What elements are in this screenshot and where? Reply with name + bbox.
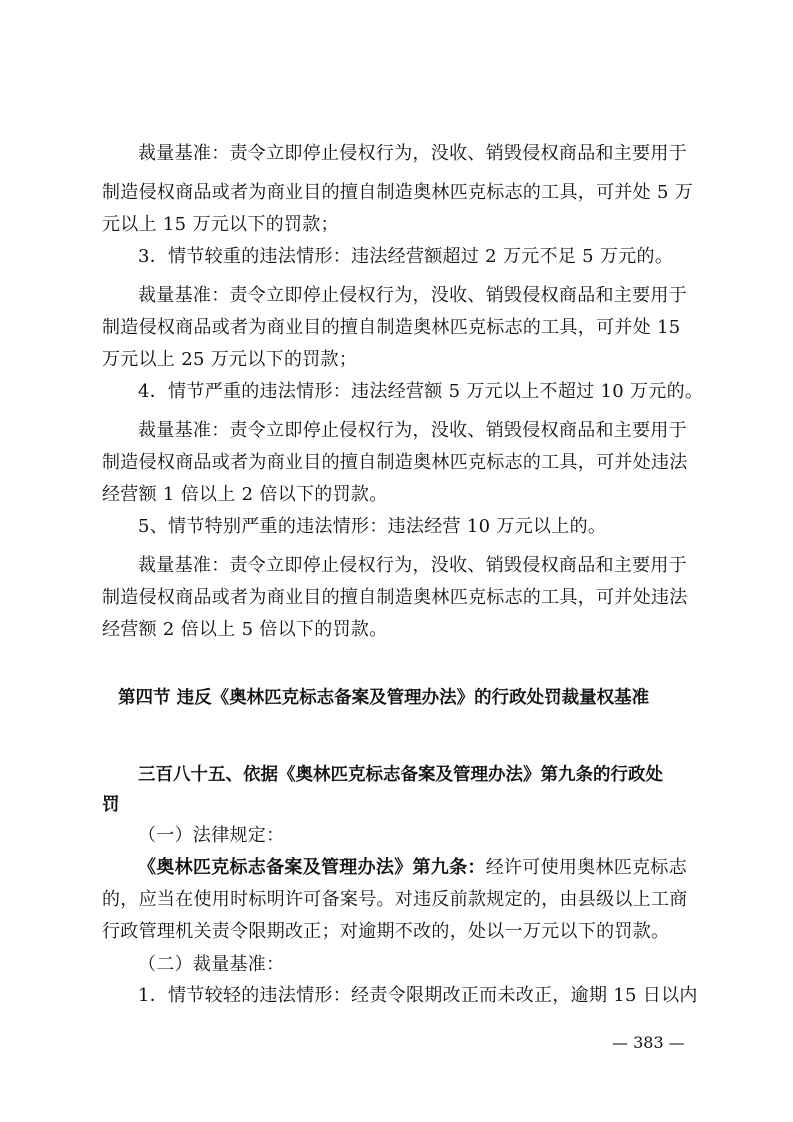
paragraph-line: 制造侵权商品或者为商业目的擅自制造奥林匹克标志的工具，可并处 15 — [102, 317, 681, 338]
item-heading: 三百八十五、依据《奥林匹克标志备案及管理办法》第九条的行政处 — [138, 765, 663, 785]
paragraph-line: 万元以上 25 万元以下的罚款； — [102, 349, 358, 370]
paragraph-line: 制造侵权商品或者为商业目的擅自制造奥林匹克标志的工具，可并处 5 万 — [102, 182, 694, 203]
paragraph-line: 裁量基准：责令立即停止侵权行为，没收、销毁侵权商品和主要用于 — [138, 285, 687, 306]
paragraph-line: 制造侵权商品或者为商业目的擅自制造奥林匹克标志的工具，可并处违法 — [102, 587, 688, 608]
item-heading-continuation: 罚 — [102, 795, 120, 815]
legal-provision-label: （一）法律规定： — [138, 825, 285, 846]
article-line: 的，应当在使用时标明许可备案号。对违反前款规定的，由县级以上工商 — [102, 889, 688, 910]
article-text: 经许可使用奥林匹克标志 — [485, 857, 688, 878]
article-line: 行政管理机关责令限期改正；对逾期不改的，处以一万元以下的罚款。 — [102, 921, 670, 942]
section-heading: 第四节 违反《奥林匹克标志备案及管理办法》的行政处罚裁量权基准 — [118, 688, 650, 708]
paragraph-line: 元以上 15 万元以下的罚款； — [102, 214, 339, 235]
article-line — [138, 855, 696, 881]
paragraph-line: 裁量基准：责令立即停止侵权行为，没收、销毁侵权商品和主要用于 — [138, 555, 687, 576]
page-number: — 383 — — [612, 1033, 685, 1052]
paragraph-line: 5、情节特别严重的违法情形：违法经营 10 万元以上的。 — [138, 516, 607, 537]
paragraph-line: 经营额 1 倍以上 2 倍以下的罚款。 — [102, 484, 388, 505]
paragraph-line: 裁量基准：责令立即停止侵权行为，没收、销毁侵权商品和主要用于 — [138, 143, 687, 164]
paragraph-line: 4．情节严重的违法情形：违法经营额 5 万元以上不超过 10 万元的。 — [138, 381, 704, 402]
paragraph-line: 裁量基准：责令立即停止侵权行为，没收、销毁侵权商品和主要用于 — [138, 420, 687, 441]
paragraph-line: 经营额 2 倍以上 5 倍以下的罚款。 — [102, 619, 388, 640]
discretion-standard-label: （二）裁量基准： — [138, 954, 285, 975]
paragraph-line: 1．情节较轻的违法情形：经责令限期改正而未改正，逾期 15 日以内 — [138, 985, 698, 1006]
article-title: 《奥林匹克标志备案及管理办法》第九条： — [138, 857, 486, 878]
paragraph-line: 3．情节较重的违法情形：违法经营额超过 2 万元不足 5 万元的。 — [138, 246, 674, 267]
paragraph-line: 制造侵权商品或者为商业目的擅自制造奥林匹克标志的工具，可并处违法 — [102, 452, 688, 473]
